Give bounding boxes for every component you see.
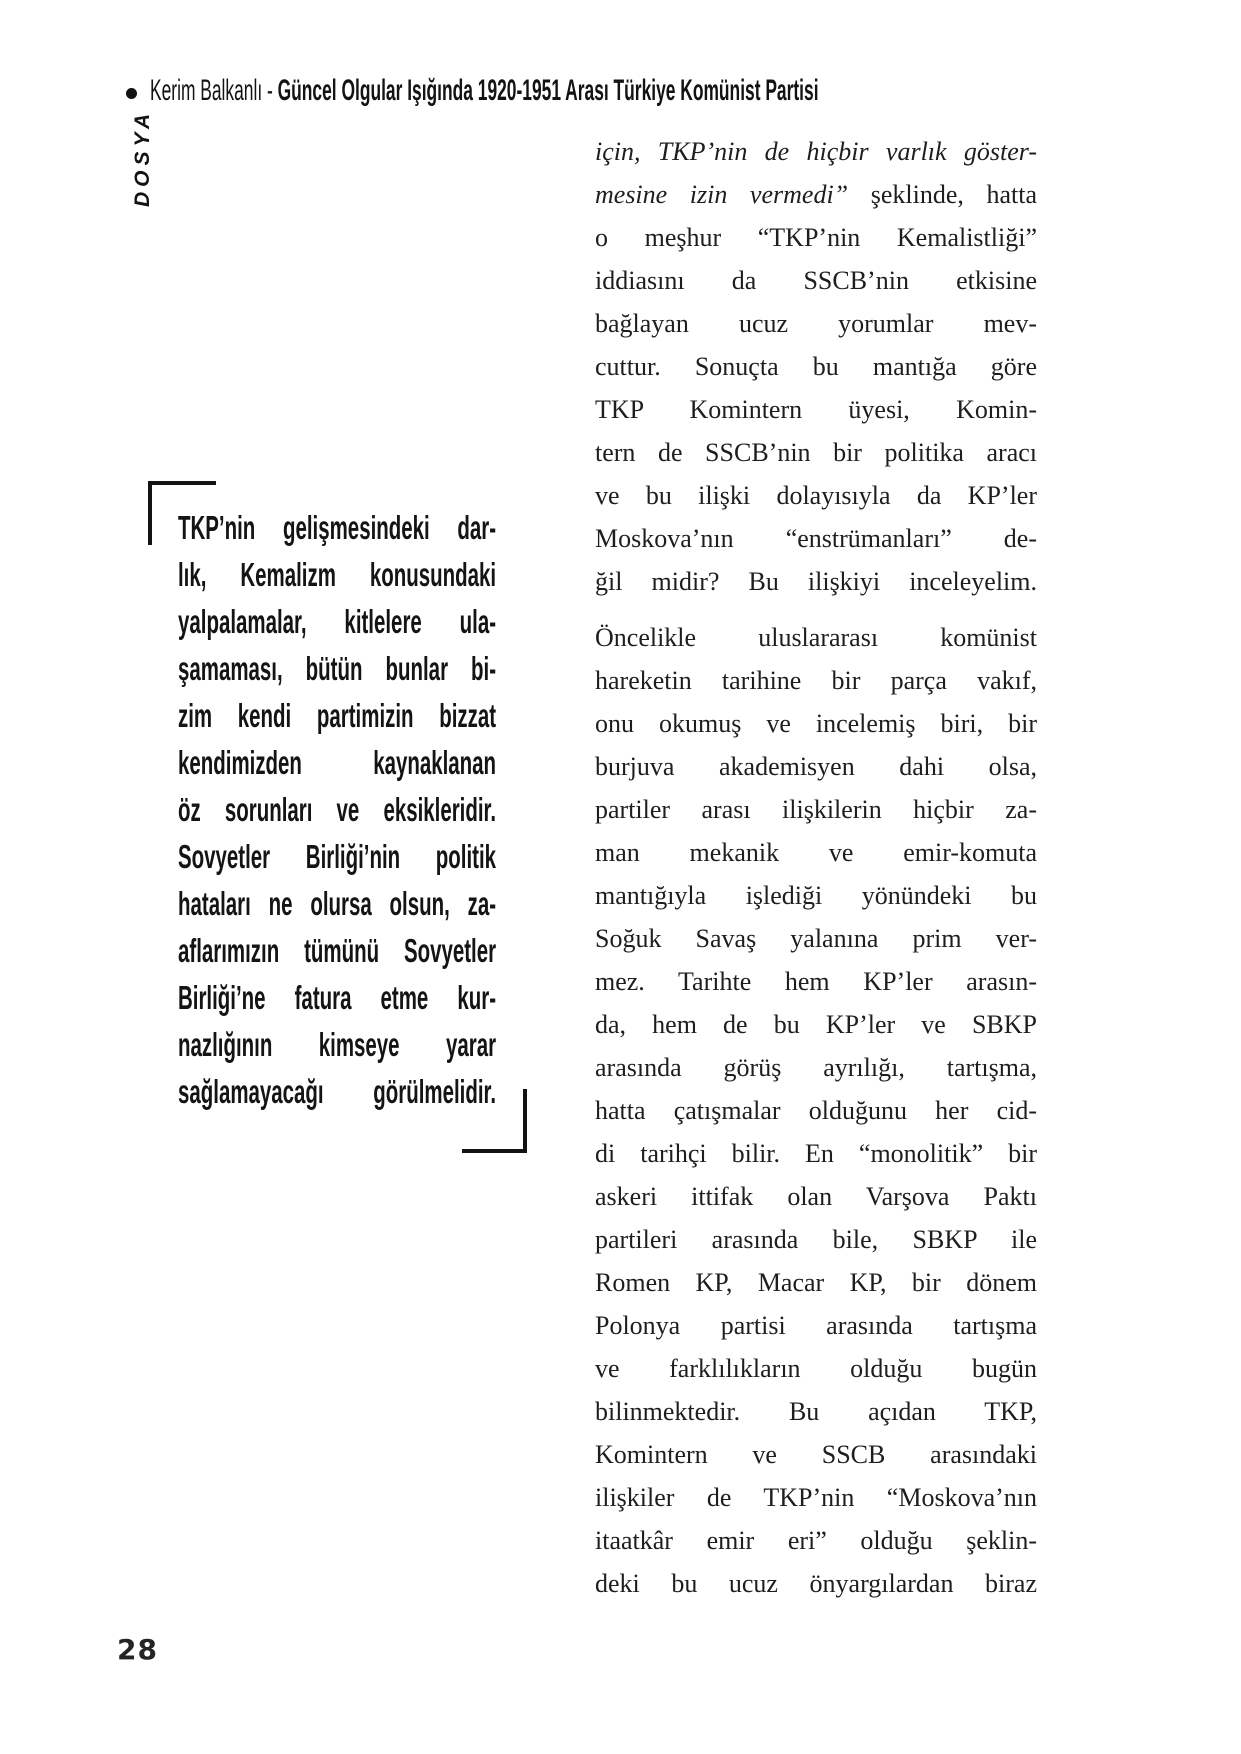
text-line: zim kendi partimizin bizzat bbox=[178, 697, 497, 734]
text-line: öz sorunları ve eksikleridir. bbox=[178, 791, 497, 828]
text-line: Moskova’nın “enstrümanları” de- bbox=[595, 524, 1037, 553]
text-line: man mekanik ve emir-komuta bbox=[595, 838, 1037, 867]
body-paragraph bbox=[595, 130, 1037, 603]
text-line: askeri ittifak olan Varşova Paktı bbox=[595, 1182, 1037, 1211]
pull-quote-text bbox=[178, 504, 496, 1115]
running-header-text bbox=[150, 74, 819, 108]
text-line: Komintern ve SSCB arasındaki bbox=[595, 1440, 1037, 1469]
text-line: di tarihçi bilir. En “monolitik” bir bbox=[595, 1139, 1037, 1168]
text-line: Romen KP, Macar KP, bir dönem bbox=[595, 1268, 1037, 1297]
text-line: Öncelikle uluslararası komünist bbox=[595, 623, 1037, 652]
text-line: cuttur. Sonuçta bu mantığa göre bbox=[595, 352, 1037, 381]
page-number: 28 bbox=[117, 1633, 158, 1666]
text-line: ve bu ilişki dolayısıyla da KP’ler bbox=[595, 481, 1037, 510]
running-header bbox=[150, 74, 1241, 112]
text-line: hatta çatışmalar olduğunu her cid- bbox=[595, 1096, 1037, 1125]
text-line: ğil midir? Bu ilişkiyi inceleyelim. bbox=[595, 567, 1037, 596]
text-line: Polonya partisi arasında tartışma bbox=[595, 1311, 1037, 1340]
text-line: şamaması, bütün bunlar bi- bbox=[178, 650, 497, 687]
text-line: hataları ne olursa olsun, za- bbox=[178, 885, 497, 922]
text-line: Sovyetler Birliği’nin politik bbox=[178, 838, 497, 875]
text-line: mesine izin vermedi” şeklinde, hatta bbox=[595, 180, 1037, 209]
text-line: lık, Kemalizm konusundaki bbox=[178, 556, 497, 593]
section-label-dosya: DOSYA bbox=[131, 108, 154, 207]
pull-quote bbox=[178, 504, 496, 1119]
text-line: tern de SSCB’nin bir politika aracı bbox=[595, 438, 1037, 467]
text-line: mez. Tarihte hem KP’ler arasın- bbox=[595, 967, 1037, 996]
text-line: arasında görüş ayrılığı, tartışma, bbox=[595, 1053, 1037, 1082]
bullet-icon bbox=[126, 88, 137, 99]
text-line: için, TKP’nin de hiçbir varlık göster- bbox=[595, 137, 1037, 166]
body-text-column bbox=[595, 130, 1037, 1605]
text-line: ilişkiler de TKP’nin “Moskova’nın bbox=[595, 1483, 1037, 1512]
text-line: ve farklılıkların olduğu bugün bbox=[595, 1354, 1037, 1383]
text-line: partiler arası ilişkilerin hiçbir za- bbox=[595, 795, 1037, 824]
text-line: itaatkâr emir eri” olduğu şeklin- bbox=[595, 1526, 1037, 1555]
text-line: aflarımızın tümünü Sovyetler bbox=[178, 932, 497, 969]
header-author: Kerim Balkanlı bbox=[150, 74, 263, 107]
text-line: mantığıyla işlediği yönündeki bu bbox=[595, 881, 1037, 910]
header-separator: - bbox=[262, 74, 278, 107]
text-line: TKP’nin gelişmesindeki dar- bbox=[178, 509, 497, 546]
text-line: da, hem de bu KP’ler ve SBKP bbox=[595, 1010, 1037, 1039]
header-title: Güncel Olgular Işığında 1920-1951 Arası Türkiye Komünist Partisi bbox=[277, 74, 819, 107]
text-line: nazlığının kimseye yarar bbox=[178, 1026, 497, 1063]
text-line: sağlamayacağı görülmelidir. bbox=[178, 1073, 497, 1110]
quote-bracket-bottom-right-icon bbox=[462, 1089, 527, 1153]
text-line: hareketin tarihine bir parça vakıf, bbox=[595, 666, 1037, 695]
text-line: Soğuk Savaş yalanına prim ver- bbox=[595, 924, 1037, 953]
text-line: onu okumuş ve incelemiş biri, bir bbox=[595, 709, 1037, 738]
text-line: partileri arasında bile, SBKP ile bbox=[595, 1225, 1037, 1254]
text-line: o meşhur “TKP’nin Kemalistliği” bbox=[595, 223, 1037, 252]
text-line: iddiasını da SSCB’nin etkisine bbox=[595, 266, 1037, 295]
text-line: Birliği’ne fatura etme kur- bbox=[178, 979, 497, 1016]
body-paragraph bbox=[595, 616, 1037, 1605]
text-line: bağlayan ucuz yorumlar mev- bbox=[595, 309, 1037, 338]
text-line: deki bu ucuz önyargılardan biraz bbox=[595, 1569, 1037, 1598]
text-line: TKP Komintern üyesi, Komin- bbox=[595, 395, 1037, 424]
text-line: bilinmektedir. Bu açıdan TKP, bbox=[595, 1397, 1037, 1426]
text-line: yalpalamalar, kitlelere ula- bbox=[178, 603, 497, 640]
text-line: kendimizden kaynaklanan bbox=[178, 744, 497, 781]
text-line: burjuva akademisyen dahi olsa, bbox=[595, 752, 1037, 781]
